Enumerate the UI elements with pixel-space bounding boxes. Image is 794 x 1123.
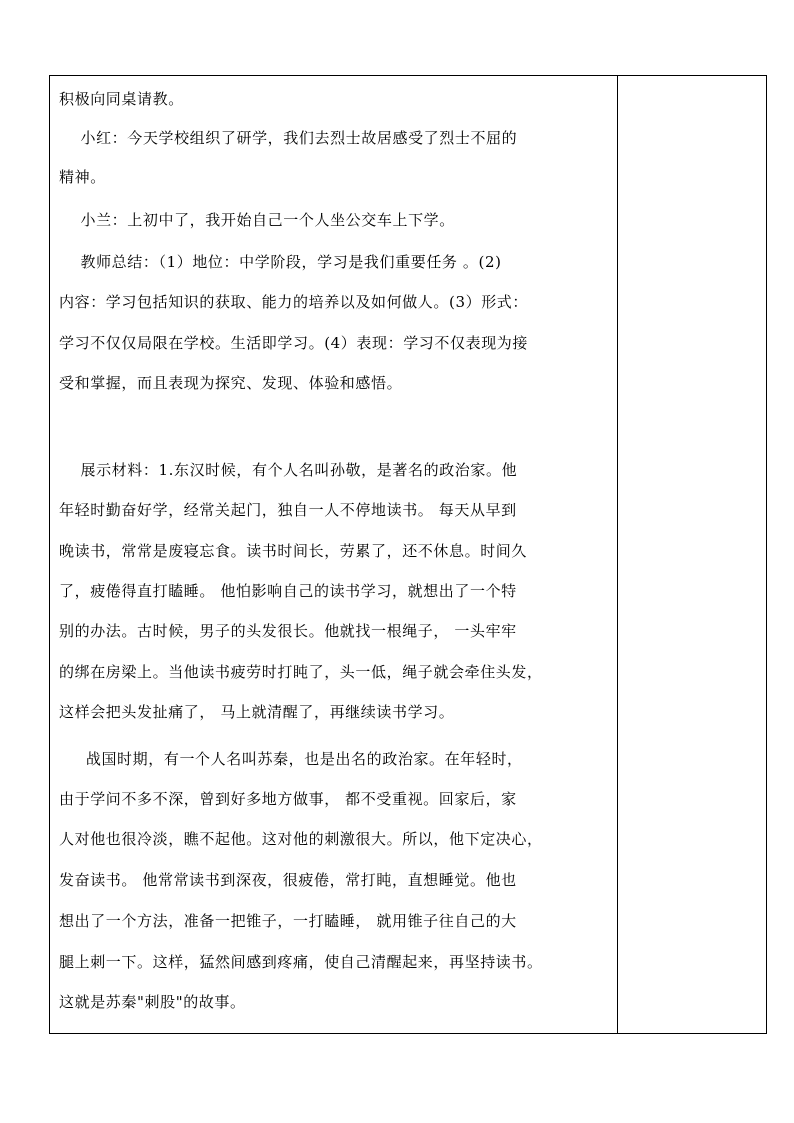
text-line: 人对他也很冷淡，瞧不起他。这对他的刺激很大。所以，他下定决心， <box>59 830 543 848</box>
text-line: 发奋读书。 他常常读书到深夜，很疲倦，常打盹，直想睡觉。他也 <box>59 871 517 889</box>
text-line: 精神。 <box>59 168 106 186</box>
text-line: 小红：今天学校组织了研学，我们去烈士故居感受了烈士不屈的 <box>59 129 518 147</box>
text-line: 年轻时勤奋好学，经常关起门，独自一人不停地读书。 每天从早到 <box>59 501 517 519</box>
text-line: 积极向同桌请教。 <box>59 90 184 108</box>
text-line: 这就是苏秦"刺股"的故事。 <box>59 993 246 1011</box>
text-line: 小兰：上初中了，我开始自己一个人坐公交车上下学。 <box>59 211 455 229</box>
text-line: 想出了一个方法，准备一把锥子，一打瞌睡， 就用锥子往自己的大 <box>59 912 517 930</box>
text-line: 教师总结：（1）地位：中学阶段，学习是我们重要任务 。(2) <box>59 253 502 271</box>
lesson-table <box>49 75 767 1034</box>
text-line: 的绑在房梁上。当他读书疲劳时打盹了，头一低，绳子就会牵住头发， <box>59 663 543 681</box>
text-line: 了，疲倦得直打瞌睡。 他怕影响自己的读书学习，就想出了一个特 <box>59 582 517 600</box>
text-line: 晚读书，常常是废寝忘食。读书时间长，劳累了，还不休息。时间久 <box>59 542 528 560</box>
content-cell <box>50 76 617 1033</box>
text-line: 这样会把头发扯痛了， 马上就清醒了，再继续读书学习。 <box>59 703 455 721</box>
text-line: 学习不仅仅局限在学校。生活即学习。(4）表现：学习不仅表现为接 <box>59 334 528 352</box>
text-line: 内容：学习包括知识的获取、能力的培养以及如何做人。(3）形式： <box>59 293 528 311</box>
notes-cell <box>618 76 766 1033</box>
text-line: 别的办法。古时候，男子的头发很长。他就找一根绳子， 一头牢牢 <box>59 622 517 640</box>
text-line: 展示材料：1.东汉时候，有个人名叫孙敬，是著名的政治家。他 <box>59 461 518 479</box>
text-line: 战国时期，有一个人名叫苏秦，也是出名的政治家。在年轻时， <box>59 750 523 768</box>
text-line: 受和掌握，而且表现为探究、发现、体验和感悟。 <box>59 374 403 392</box>
text-line: 由于学问不多不深，曾到好多地方做事， 都不受重视。回家后，家 <box>59 790 517 808</box>
text-line: 腿上刺一下。这样，猛然间感到疼痛，使自己清醒起来，再坚持读书。 <box>59 953 543 971</box>
